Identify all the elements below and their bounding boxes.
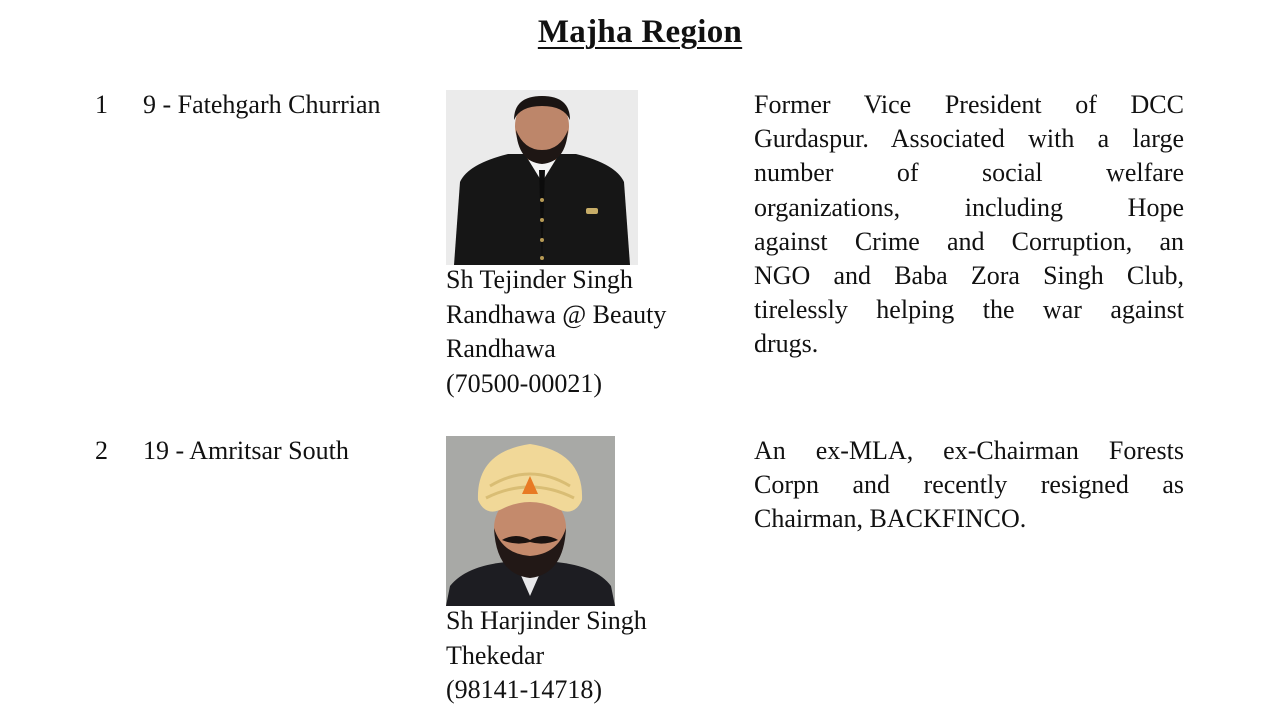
candidate-photo: [446, 436, 615, 606]
candidate-details: [446, 604, 647, 708]
constituency-name: 9 - Fatehgarh Churrian: [143, 90, 381, 119]
candidate-line: Thekedar: [446, 640, 545, 670]
description-line: tirelessly helping the war against: [754, 295, 1184, 325]
description-line: number of social welfare: [754, 158, 1184, 188]
description-line: organizations, including Hope: [754, 192, 1184, 222]
description-line: drugs.: [754, 329, 819, 359]
serial-number: 1: [95, 90, 108, 119]
candidate-photo: [446, 90, 638, 265]
constituency-name: 19 - Amritsar South: [143, 436, 349, 465]
description-line: Corpn and recently resigned as: [754, 470, 1184, 500]
candidate-description: [754, 88, 1184, 362]
candidate-phone: (70500-00021): [446, 368, 602, 398]
candidate-line: Sh Harjinder Singh: [446, 606, 647, 635]
candidate-line: Randhawa @ Beauty: [446, 299, 667, 329]
candidate-description: [754, 434, 1184, 537]
candidate-line: Randhawa: [446, 334, 556, 363]
description-line: Gurdaspur. Associated with a large: [754, 124, 1184, 154]
description-line: An ex-MLA, ex-Chairman Forests: [754, 436, 1184, 465]
description-line: Former Vice President of DCC: [754, 90, 1184, 119]
page-title: Majha Region: [537, 14, 743, 50]
candidate-line: Sh Tejinder Singh: [446, 265, 633, 294]
candidate-details: [446, 263, 666, 401]
serial-number: 2: [95, 436, 108, 465]
description-line: NGO and Baba Zora Singh Club,: [754, 260, 1184, 290]
description-line: against Crime and Corruption, an: [754, 226, 1184, 256]
candidate-phone: (98141-14718): [446, 675, 602, 704]
description-line: Chairman, BACKFINCO.: [754, 504, 1027, 534]
